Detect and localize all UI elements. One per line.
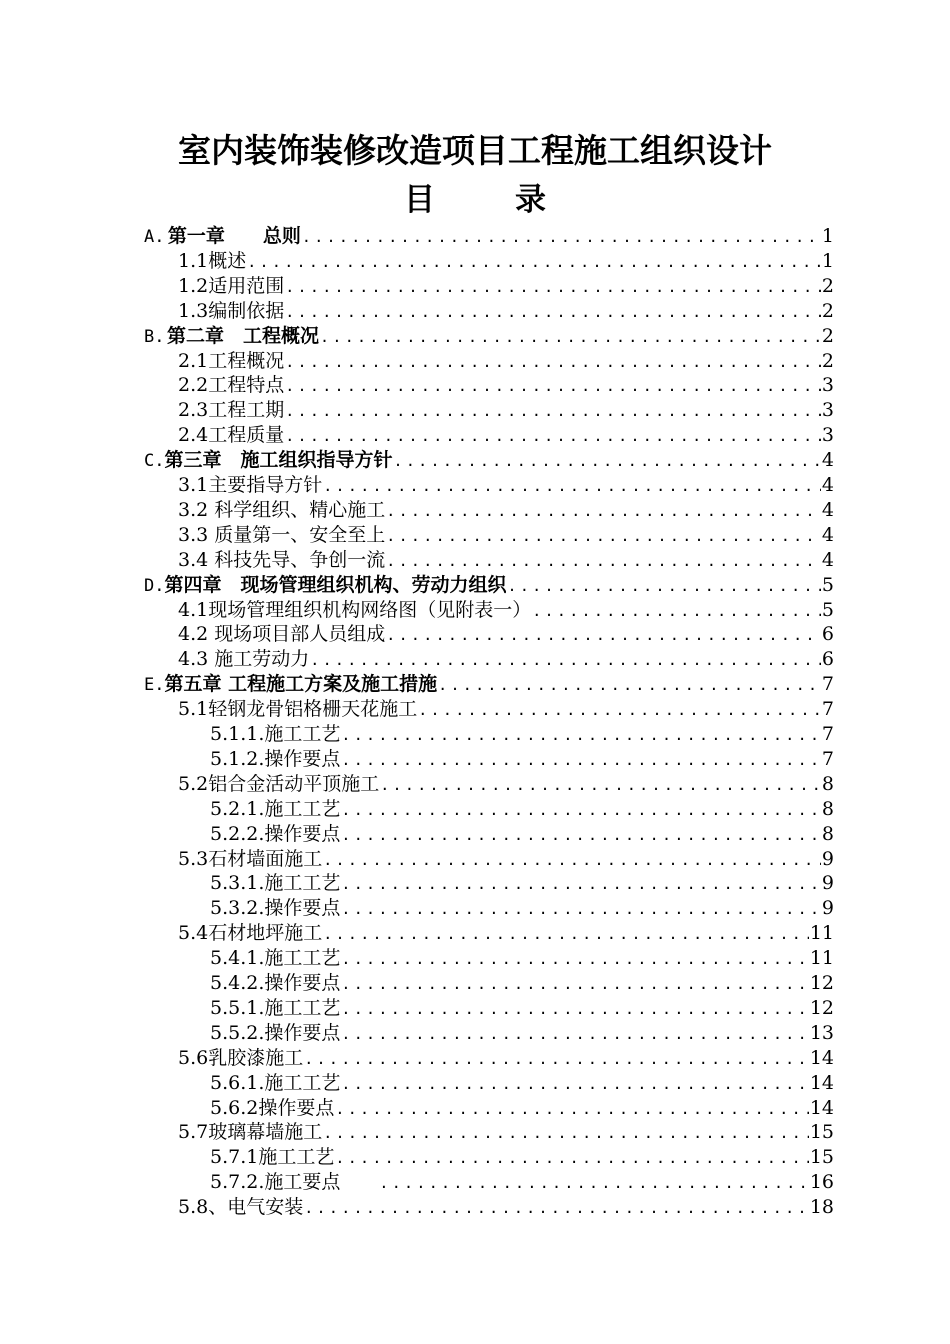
toc-entry-page-number: 7 [821, 747, 834, 770]
toc-entry-page-number: 4 [821, 474, 834, 496]
toc-entry[interactable] [210, 722, 834, 746]
toc-entry-page-number: 4 [821, 498, 834, 521]
toc-entry-page-number: 7 [821, 698, 834, 721]
toc-entry[interactable] [210, 797, 834, 821]
toc-entry[interactable] [210, 1021, 834, 1045]
toc-dot-leader [304, 1047, 809, 1071]
toc-dot-leader [302, 225, 821, 249]
toc-heading-left: 目 [404, 182, 435, 218]
toc-dot-leader [323, 922, 809, 946]
toc-entry[interactable] [178, 274, 834, 298]
toc-entry-label: 5.7玻璃幕墙施工 [178, 1121, 323, 1144]
toc-entry[interactable] [178, 1120, 834, 1144]
toc-entry[interactable] [178, 498, 834, 522]
toc-entry[interactable] [210, 822, 834, 846]
toc-dot-leader [341, 947, 808, 971]
toc-entry[interactable] [178, 249, 834, 273]
toc-heading-right: 录 [515, 182, 546, 218]
toc-dot-leader [394, 449, 821, 473]
toc-entry-page-number: 6 [821, 623, 834, 646]
toc-dot-leader [418, 698, 821, 722]
toc-chapter-entry[interactable] [144, 448, 834, 472]
toc-entry[interactable] [178, 847, 834, 871]
toc-entry-label: 4.3 施工劳动力 [178, 648, 310, 671]
toc-entry-label: 4.2 现场项目部人员组成 [178, 623, 386, 646]
toc-entry[interactable] [178, 523, 834, 547]
toc-entry-marker: A. [144, 227, 165, 247]
toc-entry-label: 第三章 施工组织指导方针 [164, 449, 393, 472]
toc-entry-page-number: 15 [809, 1146, 834, 1169]
toc-entry[interactable] [210, 971, 834, 995]
toc-entry-label: 5.6.2操作要点 [210, 1096, 335, 1119]
toc-entry-label: 5.2铝合金活动平顶施工 [178, 772, 380, 795]
toc-entry[interactable] [178, 647, 834, 671]
toc-dot-leader [379, 1171, 808, 1195]
toc-dot-leader [285, 300, 821, 324]
toc-entry[interactable] [210, 946, 834, 970]
toc-dot-leader [438, 673, 821, 697]
toc-entry-page-number: 11 [809, 947, 834, 970]
toc-dot-leader [285, 350, 821, 374]
toc-entry[interactable] [178, 921, 834, 945]
toc-entry-page-number: 1 [821, 225, 834, 247]
toc-chapter-entry[interactable] [144, 672, 834, 696]
toc-entry[interactable] [210, 1145, 834, 1169]
toc-dot-leader [341, 897, 821, 921]
toc-dot-leader [386, 524, 821, 548]
toc-entry-label: 3.2 科学组织、精心施工 [178, 498, 386, 521]
toc-entry-label: 1.3编制依据 [178, 299, 285, 322]
toc-dot-leader [341, 798, 821, 822]
toc-entry-page-number: 4 [821, 523, 834, 546]
toc-entry-page-number: 2 [821, 299, 834, 322]
toc-entry-label: 5.4.2.操作要点 [210, 972, 341, 994]
toc-entry[interactable] [178, 772, 834, 796]
toc-dot-leader [386, 549, 821, 573]
toc-dot-leader [285, 275, 821, 299]
toc-entry-label: 2.1工程概况 [178, 349, 285, 372]
toc-entry-label: 1.1概述 [178, 249, 247, 272]
toc-entry-page-number: 9 [821, 872, 834, 895]
toc-entry-label: 3.3 质量第一、安全至上 [178, 523, 386, 546]
toc-entry-label: 2.3工程工期 [178, 399, 285, 422]
toc-dot-leader [386, 499, 821, 523]
toc-dot-leader [285, 424, 821, 448]
toc-entry-label: 5.3.1.施工工艺 [210, 872, 341, 895]
toc-entry[interactable] [178, 423, 834, 447]
toc-dot-leader [380, 773, 821, 797]
toc-dot-leader [341, 823, 821, 847]
toc-entry-page-number: 4 [821, 548, 834, 571]
toc-entry-label: 5.1.2.操作要点 [210, 747, 341, 770]
toc-chapter-entry[interactable] [144, 573, 834, 597]
toc-entry-label: 1.2适用范围 [178, 274, 285, 297]
toc-dot-leader [532, 599, 821, 623]
toc-entry-label: 第四章 现场管理组织机构、劳动力组织 [164, 573, 507, 596]
toc-entry-label: 2.4工程质量 [178, 424, 285, 447]
toc-entry[interactable] [178, 622, 834, 646]
toc-entry-page-number: 14 [809, 1096, 834, 1119]
toc-entry[interactable] [178, 349, 834, 373]
toc-entry-page-number: 8 [821, 772, 834, 795]
toc-dot-leader [335, 1146, 808, 1170]
toc-entry-label: 5.2.1.施工工艺 [210, 797, 341, 820]
toc-entry-marker: B. [144, 326, 165, 347]
toc-entry-page-number: 2 [821, 349, 834, 372]
toc-entry-page-number: 7 [821, 673, 834, 696]
toc-dot-leader [323, 474, 821, 498]
toc-entry-label: 5.4.1.施工工艺 [210, 947, 341, 970]
toc-entry-label: 5.5.2.操作要点 [210, 1021, 341, 1044]
toc-entry[interactable] [178, 299, 834, 323]
toc-entry-page-number: 5 [821, 598, 834, 621]
toc-entry[interactable] [178, 373, 834, 397]
toc-entry[interactable] [210, 1096, 834, 1120]
toc-entry-label: 5.3.2.操作要点 [210, 897, 341, 920]
toc-dot-leader [341, 997, 808, 1021]
toc-entry-page-number: 14 [809, 1071, 834, 1094]
toc-entry[interactable] [210, 871, 834, 895]
toc-entry[interactable] [210, 747, 834, 771]
toc-entry-page-number: 4 [821, 449, 834, 472]
toc-entry-page-number: 18 [809, 1196, 834, 1219]
toc-dot-leader [247, 250, 821, 274]
toc-entry[interactable] [210, 996, 834, 1020]
toc-dot-leader [323, 1121, 809, 1145]
toc-entry-page-number: 1 [821, 249, 834, 272]
toc-dot-leader [323, 848, 821, 872]
toc-entry-label: 5.3石材墙面施工 [178, 847, 323, 870]
toc-entry-marker: C. [144, 451, 165, 472]
toc-dot-leader [341, 723, 821, 747]
toc-entry-page-number: 15 [809, 1121, 834, 1144]
document-title: 室内装饰装修改造项目工程施工组织设计 [178, 131, 772, 170]
toc-dot-leader [341, 1072, 808, 1096]
toc-entry-page-number: 8 [821, 822, 834, 845]
toc-entry-label: 5.7.1施工工艺 [210, 1146, 335, 1169]
toc-dot-leader [341, 972, 808, 996]
toc-entry-label: 第一章 总则 [167, 225, 301, 247]
toc-dot-leader [341, 1022, 808, 1046]
toc-entry[interactable] [210, 1071, 834, 1095]
toc-entry-page-number: 12 [809, 972, 834, 994]
toc-dot-leader [285, 374, 821, 398]
toc-entry-label: 5.4石材地坪施工 [178, 922, 323, 945]
toc-entry-page-number: 16 [809, 1171, 834, 1194]
toc-dot-leader [310, 648, 821, 672]
toc-dot-leader [335, 1097, 808, 1121]
toc-entry[interactable] [178, 697, 834, 721]
toc-entry-label: 2.2工程特点 [178, 374, 285, 397]
toc-entry-page-number: 3 [821, 374, 834, 397]
toc-entry-marker: D. [144, 575, 165, 596]
toc-entry-label: 5.1.1.施工工艺 [210, 723, 341, 745]
toc-entry[interactable] [178, 598, 834, 622]
toc-entry-label: 5.8、电气安装 [178, 1196, 304, 1219]
toc-entry-label: 3.4 科技先导、争创一流 [178, 548, 386, 571]
toc-entry[interactable] [210, 896, 834, 920]
toc-entry-page-number: 9 [821, 847, 834, 870]
toc-entry[interactable] [178, 1046, 834, 1070]
toc-entry-label: 3.1主要指导方针 [178, 474, 323, 496]
toc-entry-page-number: 14 [809, 1046, 834, 1069]
toc-entry-page-number: 11 [809, 922, 834, 945]
toc-dot-leader [341, 748, 821, 772]
toc-entry-page-number: 9 [821, 897, 834, 920]
toc-entry-page-number: 6 [821, 648, 834, 671]
toc-entry-label: 第二章 工程概况 [167, 324, 320, 347]
toc-entry-label: 5.7.2.施工要点 [210, 1171, 379, 1194]
toc-entry[interactable] [178, 548, 834, 572]
toc-entry-page-number: 12 [809, 996, 834, 1019]
toc-entry-label: 第五章 工程施工方案及施工措施 [164, 673, 438, 696]
toc-heading [0, 176, 950, 224]
toc-entry-marker: E. [144, 675, 165, 696]
toc-entry-label: 5.6.1.施工工艺 [210, 1071, 341, 1094]
toc-dot-leader [386, 623, 821, 647]
toc-dot-leader [508, 574, 821, 598]
toc-entry-page-number: 8 [821, 797, 834, 820]
toc-entry-page-number: 2 [821, 324, 834, 347]
toc-dot-leader [341, 872, 821, 896]
toc-dot-leader [304, 1196, 809, 1220]
toc-dot-leader [320, 325, 821, 349]
toc-entry-label: 4.1现场管理组织机构网络图（见附表一） [178, 598, 532, 621]
toc-dot-leader [285, 399, 821, 423]
toc-entry[interactable] [178, 398, 834, 422]
toc-entry-page-number: 2 [821, 274, 834, 297]
toc-entry[interactable] [178, 473, 834, 497]
toc-entry-label: 5.2.2.操作要点 [210, 822, 341, 845]
toc-chapter-entry[interactable] [144, 324, 834, 348]
toc-entry-label: 5.5.1.施工工艺 [210, 996, 341, 1019]
toc-entry-label: 5.1轻钢龙骨铝格栅天花施工 [178, 698, 418, 721]
toc-entry-page-number: 5 [821, 573, 834, 596]
toc-entry[interactable] [178, 1195, 834, 1219]
toc-entry-page-number: 7 [821, 723, 834, 745]
toc-entry-label: 5.6乳胶漆施工 [178, 1046, 304, 1069]
toc-entry[interactable] [210, 1170, 834, 1194]
toc-entry-page-number: 3 [821, 399, 834, 422]
toc-entry-page-number: 13 [809, 1021, 834, 1044]
toc-entry-page-number: 3 [821, 424, 834, 447]
toc-chapter-entry[interactable] [144, 224, 834, 248]
